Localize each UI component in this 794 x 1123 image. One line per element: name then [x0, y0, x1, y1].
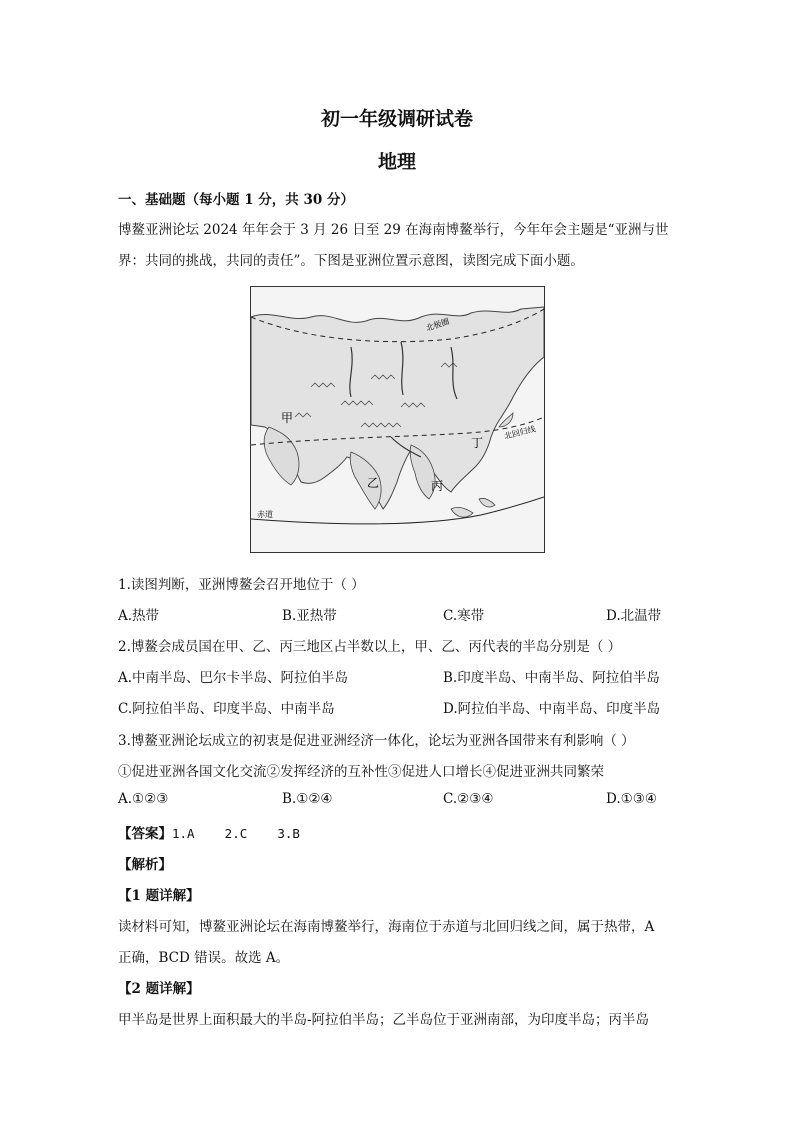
intro-line-2: 界：共同的挑战，共同的责任”。下图是亚洲位置示意图，读图完成下面小题。 — [118, 253, 584, 269]
asia-location-map — [250, 286, 545, 553]
q3-option-a[interactable]: A.①②③ — [118, 791, 169, 807]
q2-option-b[interactable]: B.印度半岛、中南半岛、阿拉伯半岛 — [443, 670, 660, 686]
intro-line-1: 博鳌亚洲论坛 2024 年年会于 3 月 26 日至 29 在海南博鳌举行，今年年会主题是“亚洲与世 — [118, 222, 669, 238]
q1-analysis-label: 【1 题详解】 — [118, 888, 200, 904]
answer-block — [118, 822, 300, 842]
section-heading: 一、基础题（每小题 1 分，共 30 分） — [118, 192, 354, 208]
q3-option-c[interactable]: C.②③④ — [443, 791, 494, 807]
q3-option-d[interactable]: D.①③④ — [606, 791, 657, 807]
q1-option-d[interactable]: D.北温带 — [606, 608, 662, 624]
q2-analysis-label: 【2 题详解】 — [118, 981, 200, 997]
analysis-label: 【解析】 — [118, 857, 172, 873]
q2-option-c[interactable]: C.阿拉伯半岛、印度半岛、中南半岛 — [118, 701, 335, 717]
tropic-cancer-label: 北回归线 — [503, 424, 537, 441]
q1-analysis-line-1: 读材料可知，博鳌亚洲论坛在海南博鳌举行，海南位于赤道与北回归线之间，属于热带，A — [118, 919, 655, 935]
q1-option-b[interactable]: B.亚热带 — [282, 608, 337, 624]
label-bing: 丙 — [431, 479, 444, 493]
q3-option-b[interactable]: B.①②④ — [282, 791, 333, 807]
q1-option-a[interactable]: A.热带 — [118, 608, 160, 624]
q2-option-a[interactable]: A.中南半岛、巴尔卡半岛、阿拉伯半岛 — [118, 670, 349, 686]
question-2-stem: 2.博鳌会成员国在甲、乙、丙三地区占半数以上，甲、乙、丙代表的半岛分别是（ ） — [118, 639, 622, 655]
map-svg — [251, 287, 544, 552]
q1-analysis-line-2: 正确，BCD 错误。故选 A。 — [118, 950, 290, 966]
question-3-substem: ①促进亚洲各国文化交流②发挥经济的互补性③促进人口增长④促进亚洲共同繁荣 — [118, 764, 604, 780]
answer-label: 【答案】 — [118, 826, 172, 842]
exam-title: 初一年级调研试卷 — [320, 108, 473, 130]
question-3-stem: 3.博鳌亚洲论坛成立的初衷是促进亚洲经济一体化，论坛为亚洲各国带来有利影响（ ） — [118, 733, 635, 749]
question-1-stem: 1.读图判断，亚洲博鳌会召开地位于（ ） — [118, 577, 365, 593]
q2-option-d[interactable]: D.阿拉伯半岛、中南半岛、印度半岛 — [443, 701, 661, 717]
subject-title: 地理 — [377, 151, 416, 173]
label-ding: 丁 — [471, 436, 484, 450]
arctic-circle-label: 北极圈 — [424, 316, 451, 333]
q2-analysis-line-1: 甲半岛是世界上面积最大的半岛-阿拉伯半岛；乙半岛位于亚洲南部，为印度半岛；丙半岛 — [118, 1012, 650, 1028]
label-jia: 甲 — [281, 411, 294, 425]
equator-label: 赤道 — [257, 510, 273, 519]
q1-option-c[interactable]: C.寒带 — [443, 608, 485, 624]
answer-text: 1.A 2.C 3.B — [172, 826, 300, 841]
label-yi: 乙 — [367, 476, 380, 490]
